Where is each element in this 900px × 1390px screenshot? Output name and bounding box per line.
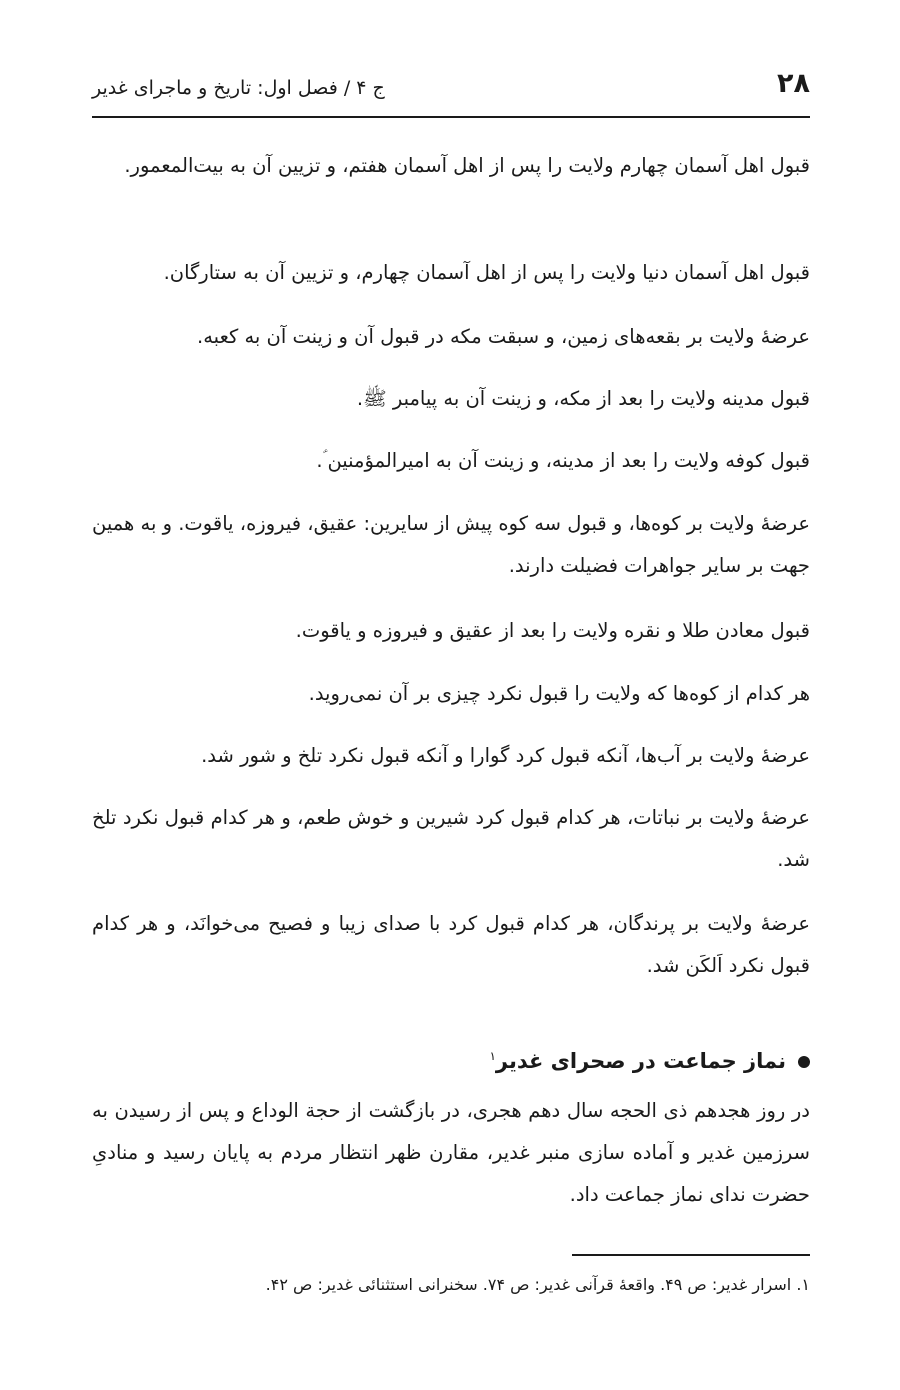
footnote-reference[interactable]: ۱ [489, 1049, 496, 1063]
footnote: ۱. اسرار غدیر: ص ۴۹. واقعهٔ قرآنی غدیر: ص ۷۴. سخنرانی استثنائی غدیر: ص ۴۲. [265, 1275, 810, 1294]
paragraph-9: عرضهٔ ولایت بر آب‌ها، آنکه قبول کرد گوارا و آنکه قبول نکرد تلخ و شور شد. [201, 744, 810, 767]
page-header [92, 68, 810, 110]
paragraph-3: عرضهٔ ولایت بر بقعه‌های زمین، و سبقت مکه در قبول آن و زینت آن به کعبه. [197, 325, 810, 348]
footnote-rule [572, 1254, 810, 1256]
header-rule [92, 116, 810, 118]
section-heading [92, 1035, 810, 1082]
section-body: در روز هجدهم ذی الحجه سال دهم هجری، در بازگشت از حجة الوداع و پس از رسیدن به سرزمین غدیر و آماده سازی منبر غدیر، مقارن ظهر انتظار مردم به پایان رسید و منادیِ حضرت ندای نماز جماعت داد. [92, 1099, 810, 1206]
page-number: ۲۸ [777, 68, 810, 99]
paragraph-11: عرضهٔ ولایت بر پرندگان، هر کدام قبول کرد با صدای زیبا و فصیح می‌خوانَد، و هر کدام قبول نکرد اَلکَن شد. [92, 912, 810, 977]
paragraph-8: هر کدام از کوه‌ها که ولایت را قبول نکرد چیزی بر آن نمی‌روید. [308, 682, 810, 705]
paragraph-5: قبول کوفه ولایت را بعد از مدینه، و زینت آن به امیرالمؤمنین ؑ. [316, 449, 810, 472]
section-heading-text: نماز جماعت در صحرای غدیر [495, 1049, 786, 1073]
running-title: ج ۴ / فصل اول: تاریخ و ماجرای غدیر [92, 77, 385, 99]
paragraph-2: قبول اهل آسمان دنیا ولایت را پس از اهل آسمان چهارم، و تزیین آن به ستارگان. [163, 261, 810, 284]
paragraph-6: عرضهٔ ولایت بر کوه‌ها، و قبول سه کوه پیش از سایرین: عقیق، فیروزه، یاقوت. و به همین جهت بر سایر جواهرات فضیلت دارند. [92, 512, 810, 577]
bullet-icon [798, 1056, 810, 1068]
paragraph-4: قبول مدینه ولایت را بعد از مکه، و زینت آن به پیامبر ﷺ. [356, 387, 810, 410]
paragraph-1: قبول اهل آسمان چهارم ولایت را پس از اهل آسمان هفتم، و تزیین آن به بیت‌المعمور. [124, 154, 810, 177]
paragraph-7: قبول معادن طلا و نقره ولایت را بعد از عقیق و فیروزه و یاقوت. [295, 619, 810, 642]
paragraph-10: عرضهٔ ولایت بر نباتات، هر کدام قبول کرد شیرین و خوش طعم، و هر کدام قبول نکرد تلخ شد. [92, 806, 810, 871]
